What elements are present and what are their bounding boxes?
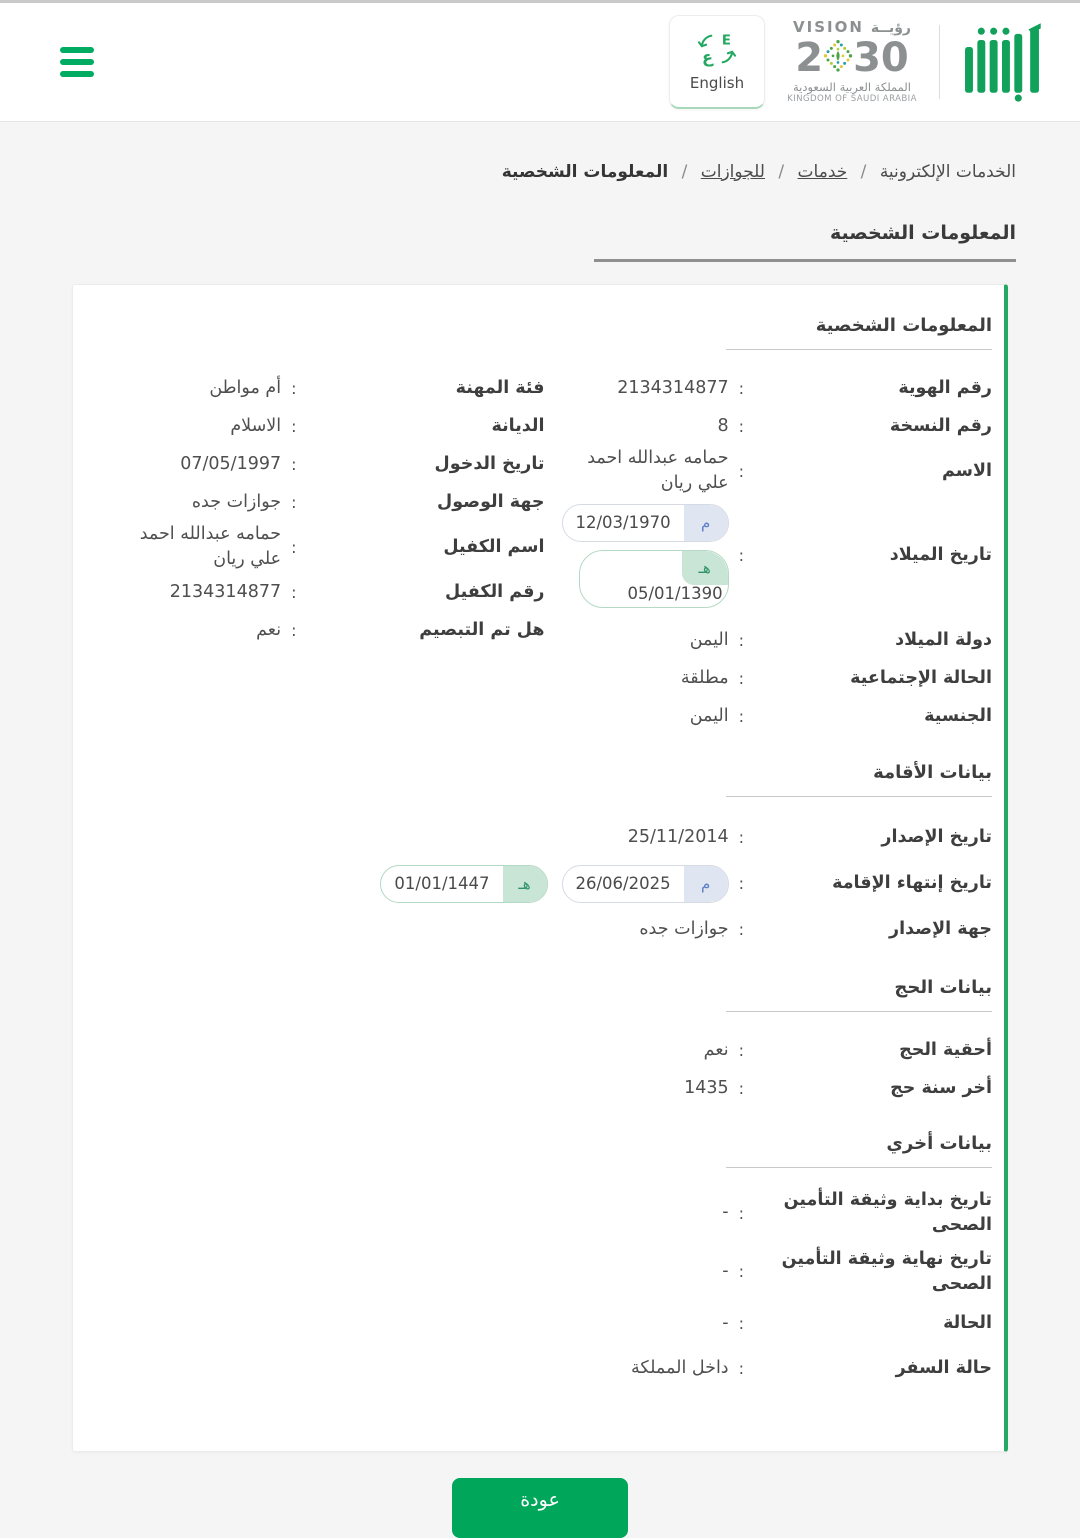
breadcrumb [0,162,1016,182]
field-value: 07/05/1997 [180,453,282,474]
field-label: أحقية الحج [899,1039,992,1060]
personal-left-column [97,370,545,736]
section-rule [726,796,992,797]
field-label: فئة المهنة [455,377,545,398]
hamburger-bar [60,47,94,53]
field-label: الحالة [943,1313,992,1334]
birth-date-pills [562,504,729,608]
gregorian-date-pill [562,865,729,903]
vision-country-en: KINGDOM OF SAUDI ARABIA [787,93,917,104]
field-label: رقم النسخة [889,415,992,436]
section-rule [726,1011,992,1012]
field-value: الاسلام [230,415,282,436]
field-id-number: رقم الهوية : 2134314877 [545,370,993,407]
field-label: حالة السفر [895,1358,992,1379]
field-issuing-authority: جهة الإصدار : جوازات جده [97,909,992,951]
field-label: هل تم التبصيم [419,619,545,640]
field-occupation-category: فئة المهنة : أم مواطن [97,370,545,407]
field-value: - [722,1313,729,1334]
field-sponsor-number: رقم الكفيل : 2134314877 [97,574,545,611]
breadcrumb-item-services[interactable]: خدمات [797,162,848,182]
breadcrumb-item-current: المعلومات الشخصية [501,162,669,182]
field-value: 2134314877 [617,377,729,398]
breadcrumb-item-passports[interactable]: للجوازات [700,162,765,182]
field-label: تاريخ الإصدار [881,827,992,848]
footer [0,1478,1080,1538]
field-label: رقم الهوية [898,377,992,398]
field-value: مطلقة [680,667,729,688]
hijri-date-value: 01/01/1447 [394,874,490,894]
field-label: الحالة الإجتماعية [850,667,992,688]
svg-text:E: E [721,33,732,49]
gregorian-date-pill [562,504,729,542]
field-last-hajj-year: أخر سنة حج : 1435 [97,1070,992,1107]
field-value: - [722,1261,729,1282]
field-value: جوازات جده [639,919,729,940]
section-residence [97,762,992,951]
field-label: تاريخ نهاية وثيقة التأمين الصحى [781,1248,992,1294]
field-birth-date: تاريخ الميلاد : م 12/03/1970 هـ 05/01/1390 [545,498,993,614]
field-value: 25/11/2014 [627,827,729,848]
field-name: الاسم : حمامه عبدالله احمد علي ريان [545,446,993,497]
hamburger-bar [60,71,94,77]
field-travel-status: حالة السفر : داخل المملكة [97,1350,992,1387]
field-label: الديانة [491,415,545,436]
hijri-date-pill [380,865,547,903]
gregorian-marker: م [684,505,728,541]
section-title: بيانات الأقامة [873,761,992,783]
field-label: جهة الإصدار [889,919,992,940]
field-label: الجنسية [924,705,992,726]
section-title: بيانات الحج [894,976,992,998]
breadcrumb-separator: / [778,162,785,182]
section-rule [726,349,992,350]
field-sponsor-name: اسم الكفيل : حمامه عبدالله احمد علي ريان [97,522,545,573]
hamburger-bar [60,59,94,65]
field-insurance-start-date: تاريخ بداية وثيقة التأمين الصحى : - [97,1188,992,1239]
page-title-rule [594,259,1016,262]
field-value: حمامه عبدالله احمد علي ريان [139,524,282,570]
field-value: حمامه عبدالله احمد علي ريان [587,448,729,494]
section-title: بيانات أخري [886,1132,992,1154]
page-title: المعلومات الشخصية [829,222,1016,244]
field-fingerprinted: هل تم التبصيم : نعم [97,612,545,649]
personal-right-column [545,370,993,736]
language-toggle-button[interactable] [669,15,765,109]
hijri-date-pill [579,550,729,608]
field-religion: الديانة : الاسلام [97,408,545,445]
section-rule [726,1167,992,1168]
field-residence-expiry: تاريخ إنتهاء الإقامة : م 26/06/2025 هـ 01/01/1447 [97,862,992,906]
field-status: الحالة : - [97,1305,992,1342]
language-switch-icon [698,31,736,67]
field-value: جوازات جده [191,491,282,512]
absher-logo-icon [958,22,1046,102]
field-value: اليمن [689,705,729,726]
field-label: تاريخ الميلاد [889,545,992,566]
vision-emblem-icon [823,39,853,76]
hijri-date-value: 05/01/1390 [627,583,723,603]
section-title: المعلومات الشخصية [815,315,992,336]
hijri-marker: هـ [682,551,728,585]
field-value: أم مواطن [209,377,282,398]
vision-2030-logo [783,19,921,104]
section-other [97,1133,992,1388]
field-value: نعم [703,1039,729,1060]
vision-word-en: VISION [793,18,864,37]
field-hajj-eligibility: أحقية الحج : نعم [97,1032,992,1069]
back-button[interactable]: عودة [452,1478,628,1538]
field-value: - [722,1202,729,1223]
field-label: تاريخ بداية وثيقة التأمين الصحى [783,1189,992,1236]
hijri-marker: هـ [503,866,547,902]
field-arrival-port: جهة الوصول : جوازات جده [97,484,545,521]
section-hajj [97,977,992,1107]
field-label: الاسم [942,460,992,481]
breadcrumb-separator: / [860,162,867,182]
field-label: جهة الوصول [437,491,545,512]
expiry-date-pills [380,865,728,903]
field-version-number: رقم النسخة : 8 [545,408,993,445]
vision-2030-year: 2 30 [795,34,909,81]
vision-word-ar: رؤيــة [870,19,911,36]
field-label: دولة الميلاد [895,629,992,650]
gregorian-marker: م [684,866,728,902]
hamburger-menu-button[interactable] [60,47,94,77]
field-nationality: الجنسية : اليمن [545,698,993,735]
field-label: تاريخ إنتهاء الإقامة [832,873,992,894]
breadcrumb-separator: / [681,162,688,182]
gregorian-date-value: 26/06/2025 [575,874,671,894]
field-label: تاريخ الدخول [434,453,545,474]
field-marital-status: الحالة الإجتماعية : مطلقة [545,660,993,697]
svg-text:ع: ع [702,47,714,67]
personal-info-card [72,284,1008,1452]
field-label: رقم الكفيل [445,581,545,602]
field-insurance-end-date: تاريخ نهاية وثيقة التأمين الصحى : - [97,1247,992,1298]
field-value: 1435 [684,1077,729,1098]
header-brand-group [669,15,1046,109]
field-value: اليمن [689,629,729,650]
breadcrumb-item-eservices: الخدمات الإلكترونية [879,162,1016,182]
field-value: 8 [717,415,729,436]
field-value: 2134314877 [169,581,282,602]
absher-logo [958,22,1046,102]
field-label: أخر سنة حج [890,1077,992,1098]
field-value: نعم [256,619,282,640]
header-divider [939,25,940,99]
field-value: داخل المملكة [631,1358,729,1379]
section-personal [97,315,992,736]
vision-country-ar: المملكة العربية السعودية [793,79,911,94]
field-birth-country: دولة الميلاد : اليمن [545,622,993,659]
field-issue-date: تاريخ الإصدار : 25/11/2014 [97,817,992,859]
app-header [0,3,1080,122]
gregorian-date-value: 12/03/1970 [575,513,671,533]
field-label: اسم الكفيل [443,536,545,557]
language-toggle-label: English [689,74,745,92]
field-entry-date: تاريخ الدخول : 07/05/1997 [97,446,545,483]
